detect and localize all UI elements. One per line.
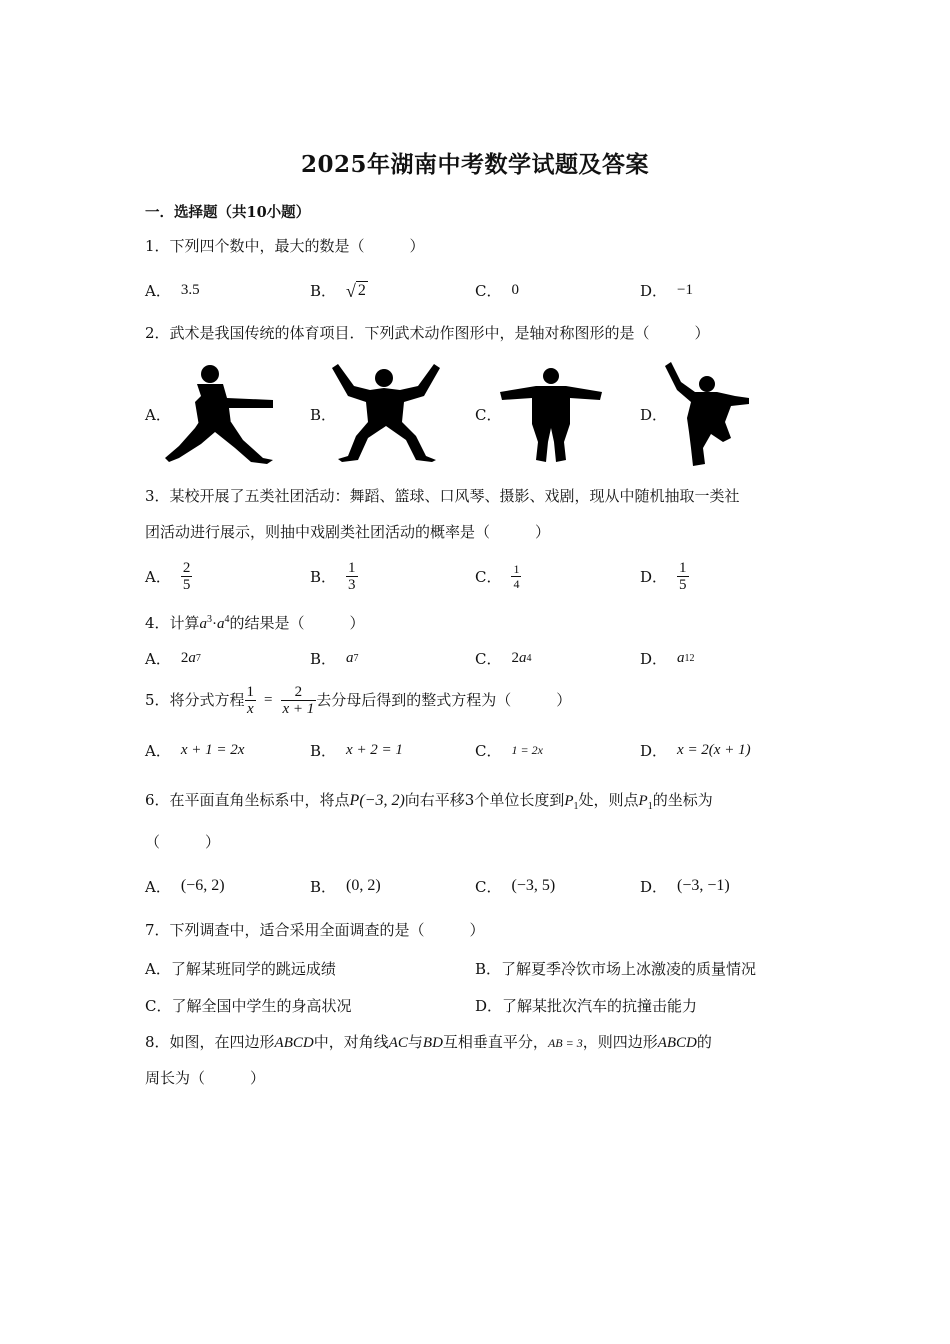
option-c: C． 2 a 4 (475, 649, 532, 668)
question-2-stem: 2．武术是我国传统的体育项目．下列武术动作图形中，是轴对称图形的是（ ） (145, 324, 710, 342)
option-b: B． √ 2 (310, 280, 366, 301)
option-c: C． (−3, 5) (475, 877, 556, 896)
wushu-figure-d (665, 362, 751, 466)
option-d: D． x = 2(x + 1) (640, 741, 751, 760)
option-b: B． x + 2 = 1 (310, 741, 403, 760)
option-d: D． (−3, −1) (640, 877, 730, 896)
option-d: D． (640, 405, 668, 424)
question-8-stem-line2: 周长为（ ） (145, 1069, 266, 1087)
option-d: D． $\frac{1}{5}$ (640, 559, 687, 593)
wushu-figure-a (165, 362, 275, 464)
option-c: C．了解全国中学生的身高状况 (145, 996, 352, 1015)
question-7-stem: 7．下列调查中，适合采用全面调查的是（ ） (145, 921, 485, 939)
option-d: D． −1 (640, 281, 693, 300)
question-4-stem: 4．计算$a^3\cdot a^4$的结果是（ ） (145, 614, 365, 632)
question-5-options (145, 730, 825, 770)
option-b: B． a 7 (310, 649, 359, 668)
option-c: C． $\frac{1}{4}$ (475, 561, 520, 591)
option-b: B． (310, 405, 337, 424)
question-3-stem-line2: 团活动进行展示，则抽中戏剧类社团活动的概率是（ ） (145, 523, 551, 541)
option-b: B． (0, 2) (310, 877, 381, 896)
question-4-options (145, 638, 825, 678)
wushu-figure-b (332, 364, 440, 462)
sqrt-symbol: √ 2 (346, 280, 366, 301)
option-b: B． $\frac{1}{3}$ (310, 559, 356, 593)
question-8-stem-line1: 8．如图，在四边形ABCD中，对角线AC与BD互相垂直平分，AB = 3，则四边形ABCD的 (145, 1033, 712, 1051)
option-c: C． 1 = 2x (475, 741, 543, 760)
option-d: D．了解某批次汽车的抗撞击能力 (475, 996, 698, 1015)
question-6-options (145, 866, 825, 906)
option-d: D． a 12 (640, 649, 695, 668)
option-a: A． 3.5 (145, 281, 200, 300)
question-1-stem: 1．下列四个数中，最大的数是（ ） (145, 237, 425, 255)
option-a: A． (−6, 2) (145, 877, 225, 896)
option-a: A． $\frac{2}{5}$ (145, 559, 191, 593)
question-7-options-row1 (145, 948, 825, 988)
question-7-options-row2 (145, 985, 825, 1025)
option-a: A．了解某班同学的跳远成绩 (145, 959, 336, 978)
question-3-stem-line1: 3．某校开展了五类社团活动：舞蹈、篮球、口风琴、摄影、戏剧，现从中随机抽取一类社 (145, 487, 740, 505)
page-title: 2025年湖南中考数学试题及答案 (300, 151, 649, 178)
option-a: A． (145, 405, 171, 424)
option-b: B．了解夏季冷饮市场上冰激凌的质量情况 (475, 959, 757, 978)
wushu-figure-c (500, 366, 602, 462)
question-5-stem: 5．将分式方程 $\frac{1}{x}$ = $\frac{2}{x + 1}$ 去分母后得到的整式方程为（ ） (145, 683, 572, 717)
option-a: A． 2 a 7 (145, 649, 201, 668)
question-1-options (145, 270, 825, 310)
option-c: C． 0 (475, 281, 519, 300)
question-3-options (145, 556, 825, 596)
option-a: A． x + 1 = 2x (145, 741, 245, 760)
option-c: C． (475, 405, 502, 424)
section-heading: 一．选择题（共10小题） (145, 204, 311, 221)
question-6-paren: （ ） (145, 833, 221, 851)
question-6-stem: 6．在平面直角坐标系中，将点P(−3, 2)向右平移3个单位长度到$P_1$处，则点$P_1$的坐标为 (145, 791, 713, 812)
